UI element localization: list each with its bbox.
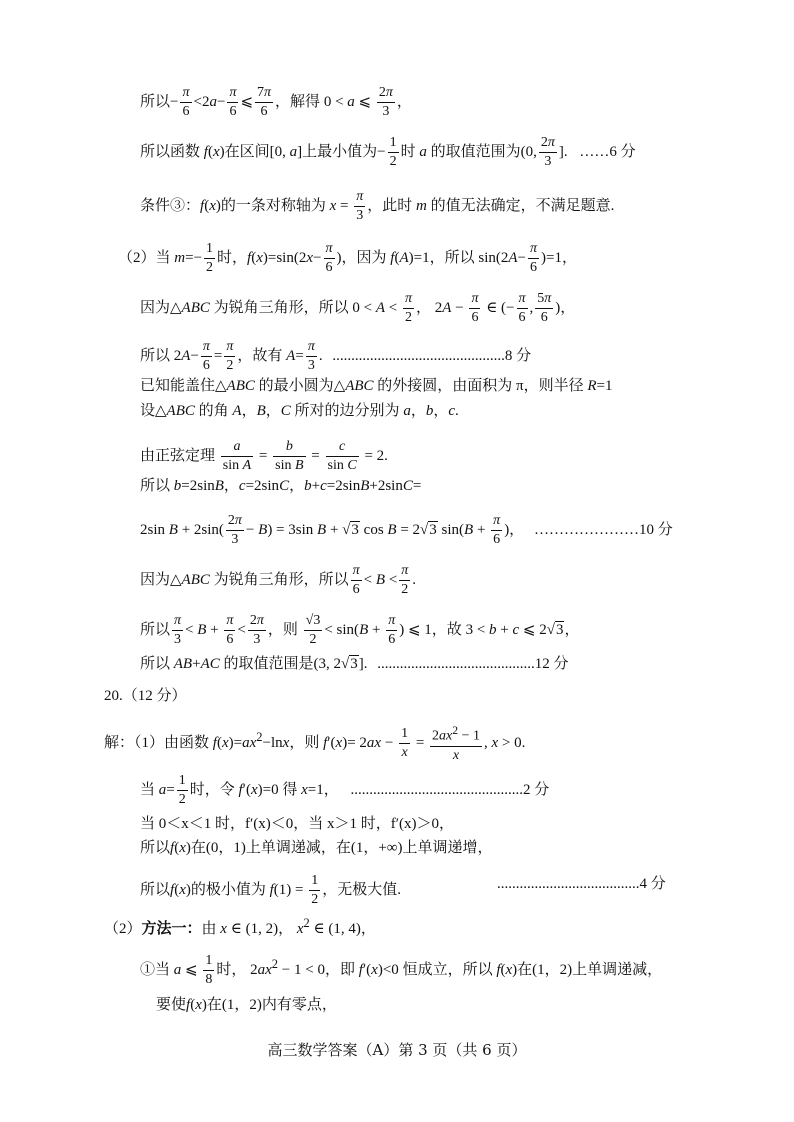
solution-line: 条件③：f(x)的一条对称轴为 x = $\frac{\pi}{3}$ ，此时 m 的值无法确定，不满足题意.: [140, 189, 615, 223]
solution-line: 要使f(x)在(1，2)内有零点，: [156, 997, 337, 1013]
score-marker: ......................................4 分: [497, 876, 666, 892]
solution-line: 所以 2A− $\frac{\pi}{6}$ = $\frac{\pi}{2}$ ，故有 A= $\frac{\pi}{3}$ . ..............................................8 分: [140, 339, 532, 373]
solution-line: 当 0＜x＜1 时，f′(x)＜0，当 x＞1 时，f′(x)＞0，: [140, 816, 455, 832]
page-footer: 高三数学答案（A）第 3 页（共 6 页）: [267, 1041, 527, 1059]
solution-line: ①当 a ⩽ $\frac{1}{8}$ 时， $2ax^2 - 1 < 0$，即 f′(x)<0 恒成立，所以 f(x)在(1，2)上单调递减，: [140, 953, 663, 987]
solution-line: 所以f(x)的极小值为 f(1) = $\frac{1}{2}$ ，无极大值.: [140, 873, 402, 907]
solution-line: 设△ABC 的角 A，B，C 所对的边分别为 a，b，c.: [140, 403, 459, 419]
solution-line: 所以− $\frac{\pi}{6}$ <2a− $\frac{\pi}{6}$ ⩽ $\frac{7\pi}{6}$ ，解得 0 < a ⩽ $\frac{2\pi}{3}$ ，: [140, 85, 412, 119]
solution-line: 2sin B + 2sin( $\frac{2\pi}{3}$ − B) = 3sin B + √3 cos B = 2√3 sin(B + $\frac{\pi}{6}$ )， …………………10 分: [140, 513, 673, 547]
solution-line: 因为△ABC 为锐角三角形，所以 $\frac{\pi}{6}$ < B < $\frac{\pi}{2}$ .: [140, 563, 417, 597]
solution-line: 所以 b=2sinB，c=2sinC，b+c=2sinB+2sinC=: [140, 478, 422, 494]
solution-line: 所以函数 f(x)在区间[0, a]上最小值为− $\frac{1}{2}$ 时 a 的取值范围为(0, $\frac{2\pi}{3}$ ]. ……6 分: [140, 135, 636, 169]
solution-line: 所以f(x)在(0，1)上单调递减，在(1，+∞)上单调递增，: [140, 840, 493, 856]
solution-line: 所以 $\frac{\pi}{3}$ < B + $\frac{\pi}{6}$ < $\frac{2\pi}{3}$ ，则 $\frac{√3}{2}$ < sin(B + $\frac{\pi}{6}$ ) ⩽ 1，故 3 < b + c ⩽ 2√3，: [140, 613, 580, 647]
solution-line: 由正弦定理 $\frac{a}{\text{sin A}}$ = $\frac{b}{\text{sin B}}$ = $\frac{c}{\text{sin C}}$ = 2.: [140, 439, 388, 473]
question-number: 20.（12 分）: [104, 688, 187, 704]
solution-line: （2）方法一：由 x ∈ (1, 2)， $x^2$ ∈ (1, 4)，: [104, 916, 376, 937]
solution-line: 因为△ABC 为锐角三角形，所以 0 < A < $\frac{\pi}{2}$ ， 2A − $\frac{\pi}{6}$ ∈ (− $\frac{\pi}{6}$ , $\frac{5\pi}{6}$ )，: [140, 291, 576, 325]
solution-line: 所以 AB+AC 的取值范围是(3, 2√3]. ..........................................12 分: [140, 656, 569, 672]
solution-line: 解：（1）由函数 $f(x)=ax^2-\ln x$，则 f′(x)= 2ax − $\frac{1}{x}$ = $\frac{2ax^2 - 1}{x}$ , x > 0.: [104, 724, 526, 763]
solution-line: 当 a= $\frac{1}{2}$ 时，令 f′(x)=0 得 x=1， ..............................................2 分: [140, 773, 550, 807]
solution-line: （2）当 m=− $\frac{1}{2}$ 时，f(x)=sin(2x− $\frac{\pi}{6}$ )，因为 f(A)=1，所以 sin(2A− $\frac{\pi}{6}$ )=1，: [118, 241, 577, 275]
solution-line: 已知能盖住△ABC 的最小圆为△ABC 的外接圆，由面积为 π，则半径 R=1: [140, 378, 613, 394]
